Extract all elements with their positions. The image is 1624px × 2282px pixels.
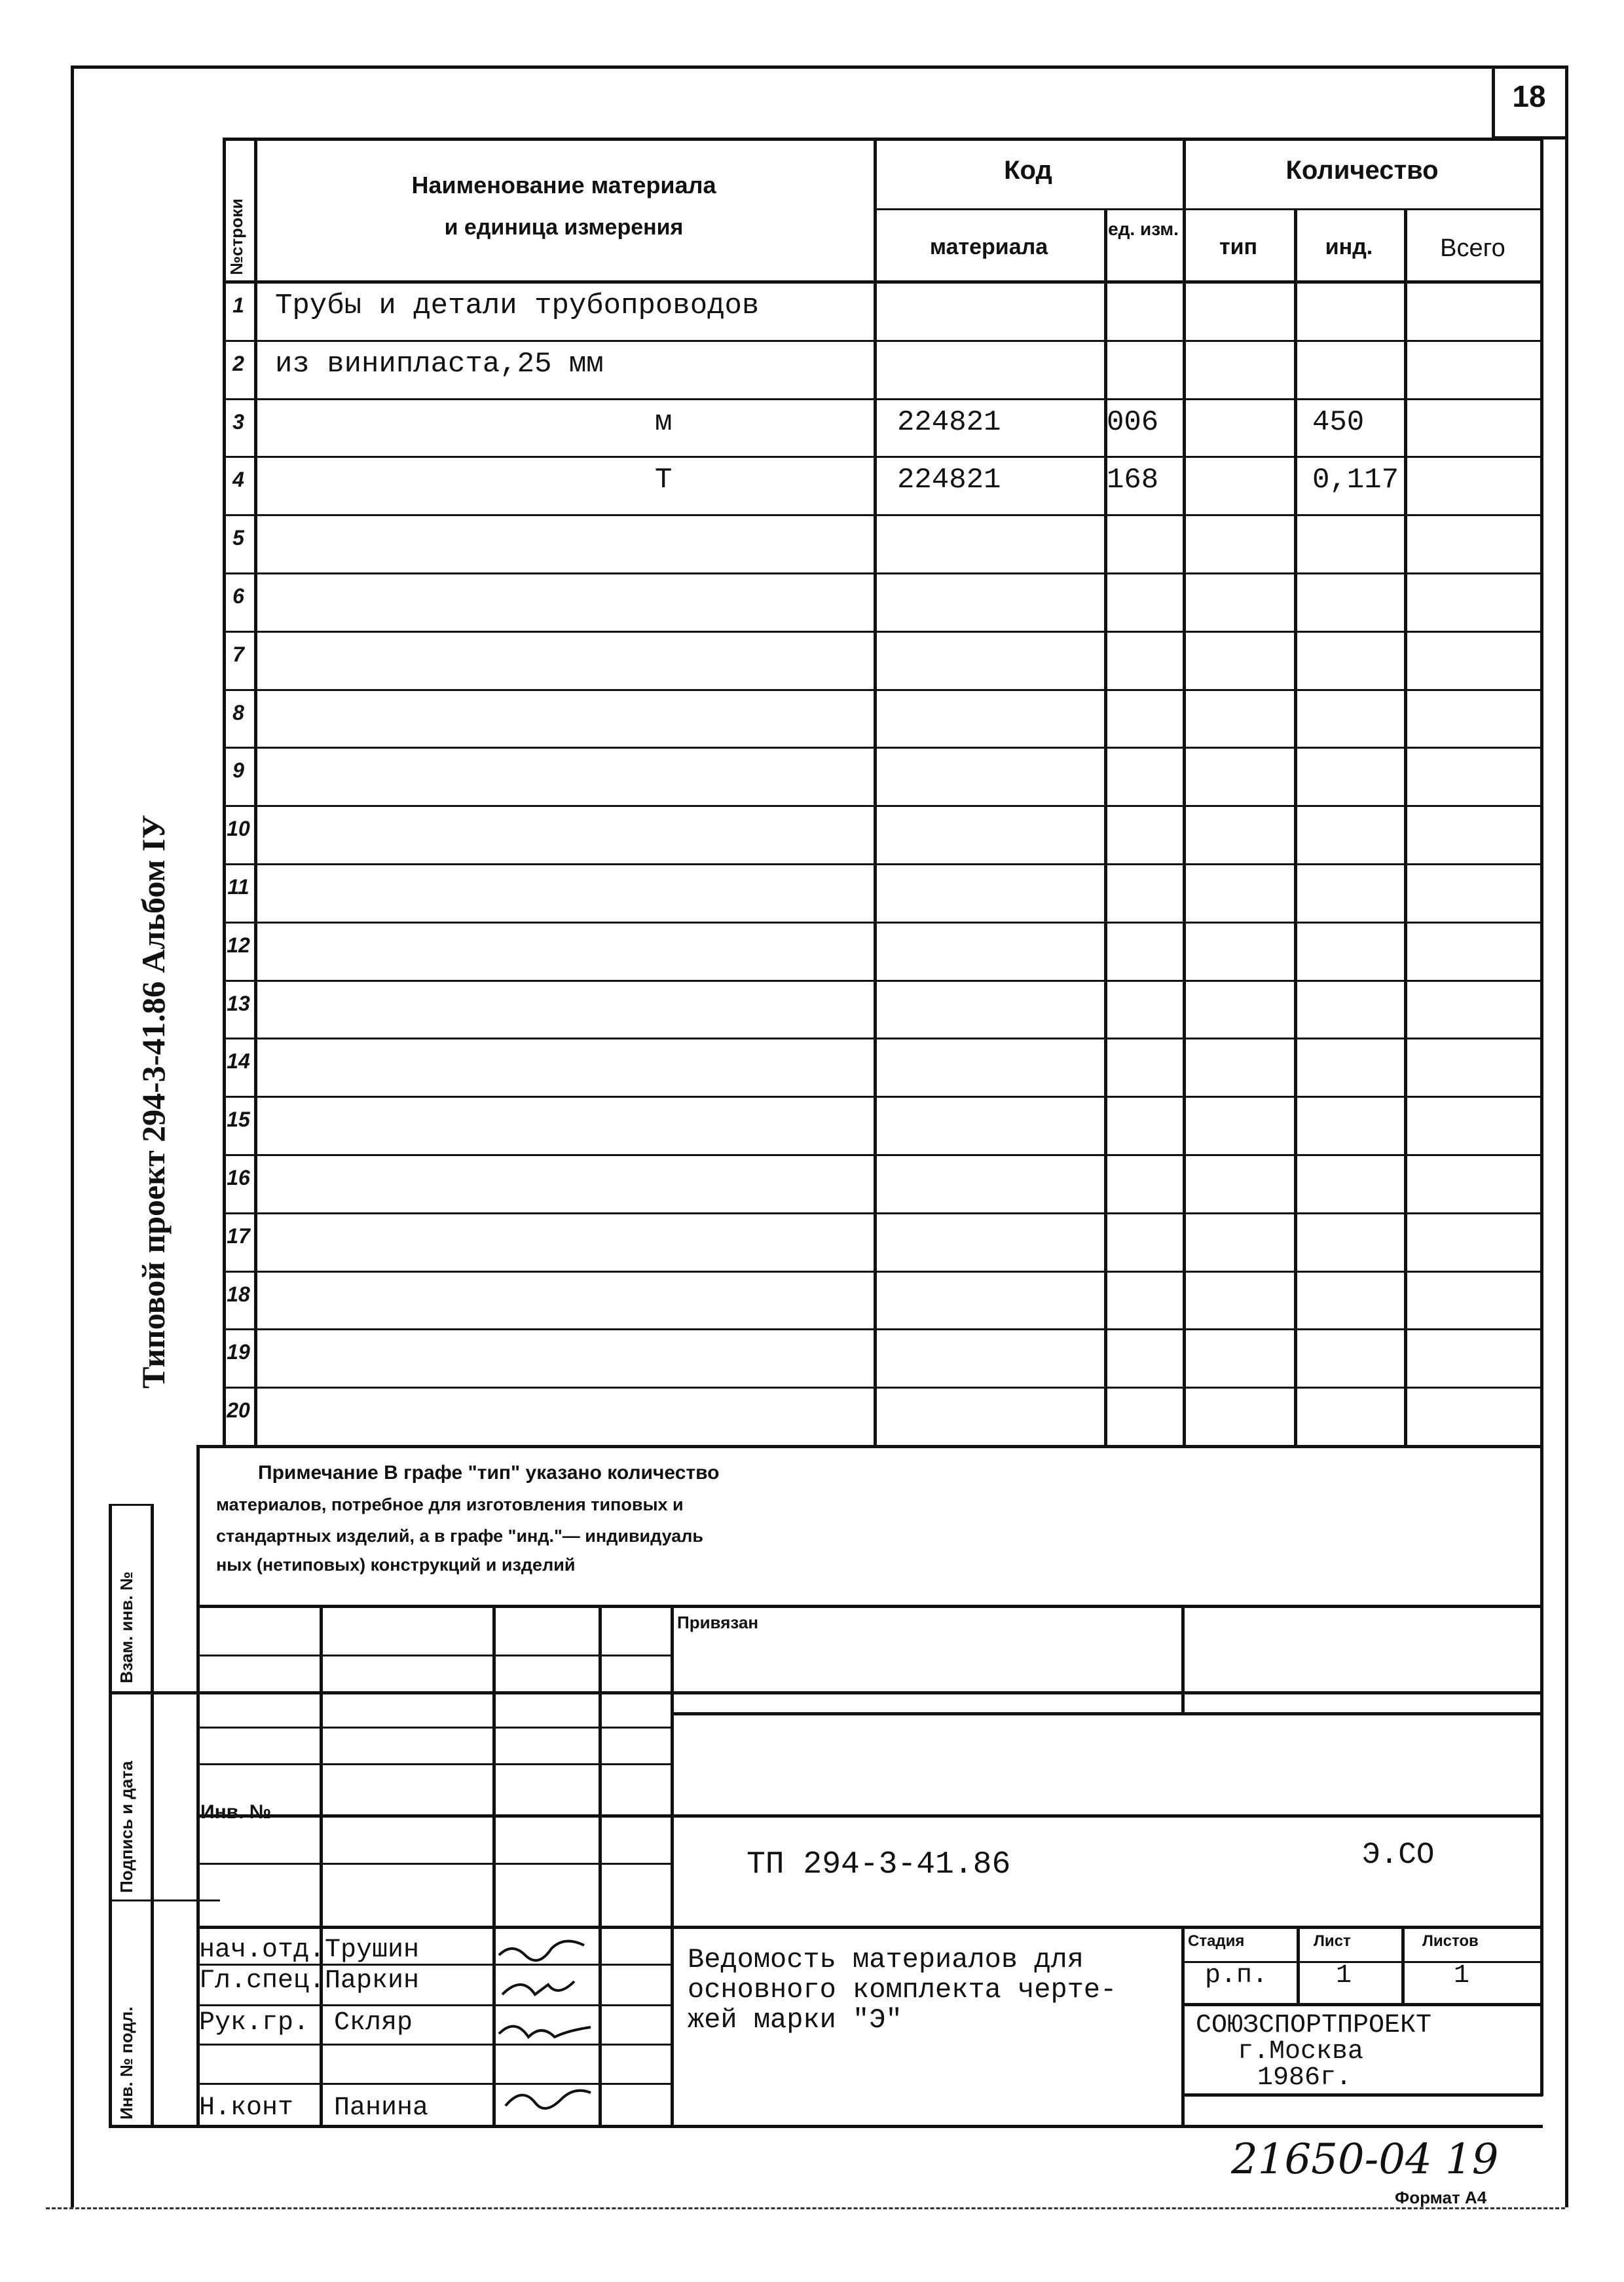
row-separator xyxy=(223,1096,1543,1098)
left-stamp-inv-podl: Инв. № подл. xyxy=(117,2006,136,2120)
stamp-row-2 xyxy=(196,1727,671,1729)
row-number: 11 xyxy=(227,875,249,899)
format-label: Формат А4 xyxy=(1395,2188,1487,2207)
stamp-privyazan: Привязан xyxy=(677,1613,759,1632)
row-separator xyxy=(223,514,1543,516)
col-unit xyxy=(1104,208,1107,1446)
row-name: Т xyxy=(655,464,673,496)
stamp-sheets-label: Листов xyxy=(1422,1932,1479,1950)
signer-4-role: Н.конт xyxy=(199,2093,294,2123)
signer-2-role: Гл.спец. xyxy=(199,1966,325,1996)
row-number: 1 xyxy=(232,293,244,317)
signer-3-role: Рук.гр. xyxy=(199,2008,310,2038)
stamp-org-2: г.Москва xyxy=(1238,2037,1364,2067)
row-separator xyxy=(223,689,1543,691)
row-separator xyxy=(223,340,1543,342)
stamp-row-1 xyxy=(196,1655,671,1656)
left-stamp-inner xyxy=(151,1504,154,2126)
note-line: материалов, потребное для изготовления типовых и xyxy=(216,1495,684,1514)
header-sub-line xyxy=(874,208,1541,210)
stamp-row-3 xyxy=(671,1712,1541,1715)
left-stamp-h1 xyxy=(109,1504,152,1506)
row-separator xyxy=(223,572,1543,574)
stamp-col-f xyxy=(1181,1926,1185,2127)
stamp-top xyxy=(196,1605,1543,1608)
header-row-no: №строки xyxy=(227,198,246,275)
row-separator xyxy=(223,922,1543,924)
row-number: 14 xyxy=(227,1049,250,1073)
header-bottom xyxy=(223,280,1543,284)
header-material: материала xyxy=(929,234,1048,259)
row-name: м xyxy=(655,406,673,439)
stamp-stage-label: Стадия xyxy=(1188,1932,1245,1950)
table-top xyxy=(223,138,1543,141)
header-ind: инд. xyxy=(1325,234,1373,259)
stamp-title-1: Ведомость материалов для xyxy=(688,1944,1084,1975)
row-separator xyxy=(223,863,1543,865)
row-number: 13 xyxy=(227,992,250,1015)
left-stamp-h3 xyxy=(109,1899,220,1901)
stamp-row-4 xyxy=(196,1763,671,1765)
signature-1 xyxy=(499,1941,584,1960)
bottom-cut-line xyxy=(46,2207,1565,2209)
left-stamp-h2 xyxy=(109,1691,1543,1694)
side-label: Типовой проект 294-3-41.86 Альбом IУ xyxy=(135,814,172,1389)
col-name xyxy=(874,138,877,1446)
stamp-col-e xyxy=(1181,1605,1185,1715)
header-quantity: Количество xyxy=(1285,156,1439,185)
col-rownum xyxy=(254,138,257,1446)
stamp-col-a xyxy=(320,1605,323,2127)
signer-4-name: Панина xyxy=(334,2093,429,2123)
stamp-stage: р.п. xyxy=(1205,1961,1268,1991)
row-separator xyxy=(223,747,1543,749)
row-number: 5 xyxy=(232,526,244,550)
row-separator xyxy=(223,805,1543,807)
stamp-inv-no: Инв. № xyxy=(200,1801,272,1823)
header-code: Код xyxy=(1004,156,1052,185)
outer-frame-left xyxy=(71,65,74,2207)
table-left xyxy=(223,138,226,1446)
row-number: 7 xyxy=(232,643,244,666)
col-code-end xyxy=(1183,138,1186,1446)
signer-1-role: нач.отд. xyxy=(199,1936,325,1965)
header-name-line1: Наименование материала xyxy=(411,172,716,198)
outer-frame-top xyxy=(71,65,1568,69)
signatures xyxy=(492,1929,604,2125)
row-code: 224821 xyxy=(897,406,1001,439)
stamp-row-6 xyxy=(196,1863,671,1865)
stamp-org-3: 1986г. xyxy=(1257,2063,1352,2093)
row-number: 15 xyxy=(227,1108,250,1131)
row-separator xyxy=(223,1271,1543,1273)
row-number: 16 xyxy=(227,1166,250,1189)
row-number: 19 xyxy=(227,1340,250,1364)
row-separator xyxy=(223,980,1543,982)
stamp-mark: Э.СО xyxy=(1362,1838,1435,1872)
stamp-col-d xyxy=(671,1605,674,2127)
row-separator xyxy=(223,1154,1543,1156)
left-stamp-vzam: Взам. инв. № xyxy=(117,1571,136,1683)
outer-frame-right xyxy=(1565,65,1568,2207)
row-unit: 006 xyxy=(1107,406,1159,439)
note-line: стандартных изделий, а в графе "инд."— индивидуаль xyxy=(216,1526,704,1546)
row-name: из винипласта,25 мм xyxy=(275,348,604,381)
header-name-line2: и единица измерения xyxy=(444,215,684,240)
signature-4 xyxy=(506,2091,591,2108)
stamp-title-3: жей марки "Э" xyxy=(688,2004,902,2036)
row-separator xyxy=(223,398,1543,400)
row-number: 8 xyxy=(232,701,244,724)
page-number-box-left xyxy=(1492,65,1495,139)
stamp-bottom xyxy=(109,2125,1543,2128)
stamp-sheet-label: Лист xyxy=(1314,1932,1351,1950)
signature-2 xyxy=(502,1981,574,1994)
table-right xyxy=(1540,138,1543,2096)
row-number: 9 xyxy=(232,758,244,782)
row-separator xyxy=(223,1387,1543,1389)
signature-3 xyxy=(499,2027,591,2037)
row-separator xyxy=(223,456,1543,458)
stamp-doc-code: ТП 294-3-41.86 xyxy=(747,1847,1011,1882)
note-line: ных (нетиповых) конструкций и изделий xyxy=(216,1555,576,1575)
stamp-row-7 xyxy=(196,1926,1543,1929)
handwritten-number: 21650-04 19 xyxy=(1231,2135,1499,2184)
signer-1-name: Трушин xyxy=(325,1936,420,1965)
row-unit: 168 xyxy=(1107,464,1159,496)
header-type: тип xyxy=(1219,234,1258,259)
page-number: 18 xyxy=(1512,79,1546,113)
header-unit xyxy=(1104,219,1183,240)
row-separator xyxy=(223,1212,1543,1214)
row-name: Трубы и детали трубопроводов xyxy=(275,290,760,322)
row-number: 18 xyxy=(227,1282,250,1306)
row-number: 2 xyxy=(232,352,244,375)
row-number: 12 xyxy=(227,933,250,957)
row-separator xyxy=(223,1038,1543,1039)
stamp-title-2: основного комплекта черте- xyxy=(688,1974,1117,2006)
note-line: Примечание В графе "тип" указано количество xyxy=(258,1462,720,1484)
signer-3-name: Скляр xyxy=(334,2008,413,2038)
header-total: Всего xyxy=(1440,234,1505,262)
row-number: 20 xyxy=(227,1398,250,1422)
left-stamp-line xyxy=(109,1504,112,2126)
signer-2-name: Паркин xyxy=(325,1966,420,1996)
stamp-row-14 xyxy=(1181,2093,1543,2097)
row-ind: 0,117 xyxy=(1312,464,1399,496)
row-number: 10 xyxy=(227,817,250,840)
stamp-sheet: 1 xyxy=(1336,1961,1352,1991)
row-ind: 450 xyxy=(1312,406,1365,439)
header-unit-text: ед. изм. xyxy=(1108,219,1179,239)
col-type xyxy=(1294,208,1297,1446)
stamp-col-h xyxy=(1401,1926,1405,2004)
row-number: 4 xyxy=(232,468,244,491)
row-number: 3 xyxy=(232,410,244,434)
stamp-row-10 xyxy=(1181,2003,1543,2006)
row-code: 224821 xyxy=(897,464,1001,496)
left-stamp-podpis: Подпись и дата xyxy=(117,1761,136,1893)
stamp-sheets: 1 xyxy=(1454,1961,1470,1991)
stamp-org-1: СОЮЗСПОРТПРОЕКТ xyxy=(1196,2011,1432,2040)
table-bottom xyxy=(196,1445,1543,1448)
row-number: 17 xyxy=(227,1224,250,1248)
row-separator xyxy=(223,1328,1543,1330)
row-number: 6 xyxy=(232,584,244,608)
col-ind xyxy=(1404,208,1407,1446)
row-separator xyxy=(223,631,1543,633)
stamp-col-g xyxy=(1297,1926,1300,2004)
stamp-row-5 xyxy=(196,1814,1543,1818)
